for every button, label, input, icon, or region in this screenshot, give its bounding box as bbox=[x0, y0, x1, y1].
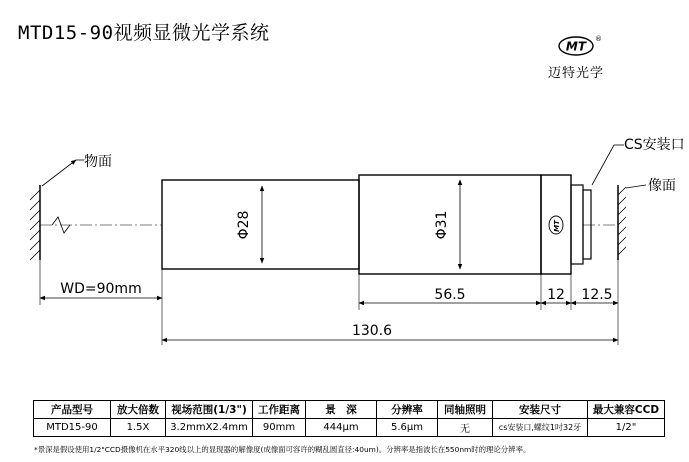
working-distance-label: WD=90mm bbox=[60, 281, 142, 297]
brand-name: 迈特光学 bbox=[548, 66, 605, 81]
object-plane bbox=[30, 185, 40, 260]
spec-cell: 90mm bbox=[253, 419, 306, 437]
spec-cell: MTD15-90 bbox=[34, 419, 111, 437]
lens-body-front bbox=[162, 180, 359, 269]
spec-cell: 444μm bbox=[306, 419, 377, 437]
lens-body-rear bbox=[359, 175, 541, 274]
object-plane-label: 物面 bbox=[84, 154, 112, 170]
diameter-front-label: Φ28 bbox=[236, 210, 252, 240]
spec-header-cell: 景 深 bbox=[306, 401, 377, 419]
spec-cell: 1/2" bbox=[588, 419, 665, 437]
diameter-rear-label: Φ31 bbox=[434, 210, 450, 240]
logo-mark: MT bbox=[565, 39, 587, 54]
spec-header-cell: 分辨率 bbox=[377, 401, 438, 419]
spec-header-cell: 产品型号 bbox=[34, 401, 111, 419]
spec-header-cell: 视场范围(1/3") bbox=[166, 401, 253, 419]
cs-mount-label: CS安装口 bbox=[624, 137, 685, 153]
image-plane-label: 像面 bbox=[648, 178, 676, 194]
spec-cell: 3.2mmX2.4mm bbox=[166, 419, 253, 437]
mount-length-label: 12 bbox=[547, 287, 565, 303]
spec-header-cell: 工作距离 bbox=[253, 401, 306, 419]
spec-cell: 无 bbox=[438, 419, 493, 437]
flange-length-label: 12.5 bbox=[581, 287, 613, 303]
spec-header-cell: 放大倍数 bbox=[111, 401, 166, 419]
spec-data-row bbox=[34, 419, 665, 437]
spec-header-row bbox=[34, 401, 665, 419]
total-length-label: 130.6 bbox=[351, 323, 393, 339]
spec-cell: 5.6μm bbox=[377, 419, 438, 437]
image-plane bbox=[618, 185, 626, 260]
spec-header-cell: 安装尺寸 bbox=[493, 401, 588, 419]
spec-header-cell: 最大兼容CCD bbox=[588, 401, 665, 419]
spec-cell: 1.5X bbox=[111, 419, 166, 437]
logo-registered: ® bbox=[595, 35, 602, 43]
cs-mount bbox=[571, 185, 583, 264]
object-label-leader bbox=[42, 160, 76, 186]
spec-table bbox=[33, 400, 665, 437]
rear-length-label: 56.5 bbox=[434, 287, 466, 303]
spec-cell: cs安装口,螺纹1吋32牙 bbox=[493, 419, 588, 437]
footnote: *景深是假设使用1/2"CCD摄像机在水平320线以上的显现器的解像度(成像面可容许的糊乱圆直径:40um)。分辨率是指波长在550nm时的理论分辨率。 bbox=[34, 445, 531, 454]
spec-header-cell: 同轴照明 bbox=[438, 401, 493, 419]
body-logo-mark: MT bbox=[553, 220, 561, 232]
page-title: MTD15-90视频显微光学系统 bbox=[18, 22, 270, 44]
